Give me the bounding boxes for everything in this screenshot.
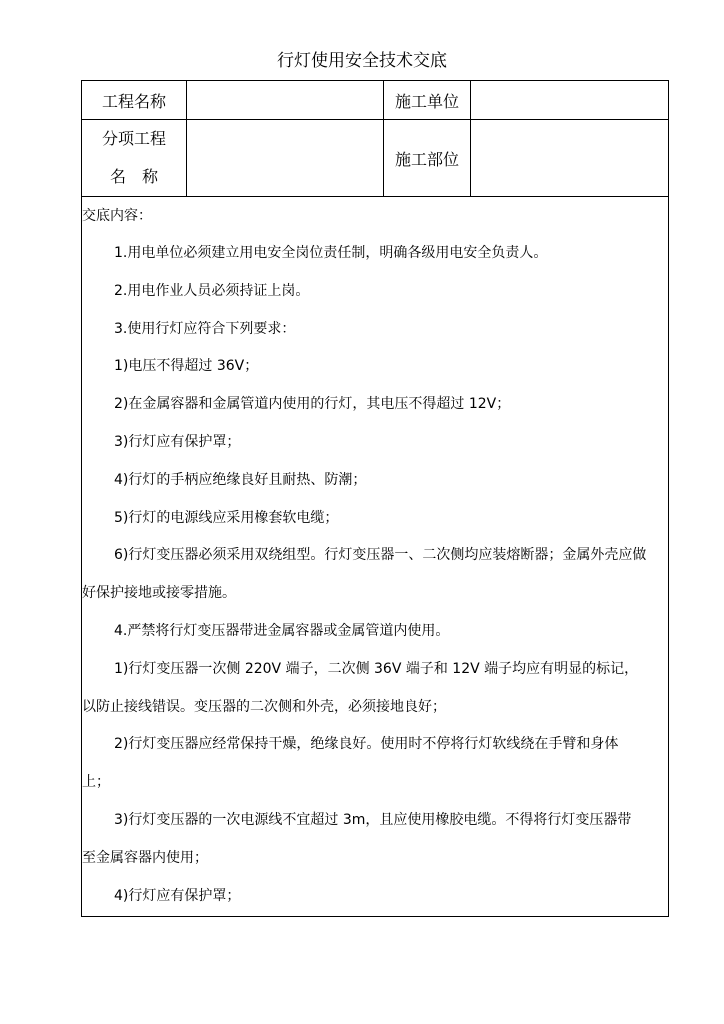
content-line: 1)行灯变压器一次侧 220V 端子，二次侧 36V 端子和 12V 端子均应有明显的标记， [114, 660, 639, 677]
content-line: 3)行灯变压器的一次电源线不宜超过 3m，且应使用橡胶电缆。不得将行灯变压器带 [114, 811, 632, 828]
document-title: 行灯使用安全技术交底 [277, 51, 447, 71]
content-line: 2)行灯变压器应经常保持干燥，绝缘良好。使用时不停将行灯软线绕在手臂和身体 [114, 736, 619, 753]
content-line: 5)行灯的电源线应采用橡套软电缆； [114, 509, 339, 526]
content-line: 2)在金属容器和金属管道内使用的行灯，其电压不得超过 12V； [114, 396, 511, 413]
construction-location-label: 施工部位 [394, 149, 459, 169]
content-line: 4.严禁将行灯变压器带进金属容器或金属管道内使用。 [114, 622, 450, 639]
content-line: 4)行灯应有保护罩； [114, 887, 241, 904]
content-heading: 交底内容： [82, 208, 152, 224]
content-line: 好保护接地或接零措施。 [82, 585, 236, 602]
content-line: 上； [82, 774, 110, 791]
disclosure-content [82, 197, 668, 915]
sub-project-label-line1: 分项工程 [101, 129, 166, 148]
content-line: 4)行灯的手柄应绝缘良好且耐热、防潮； [114, 471, 367, 488]
content-line: 1)电压不得超过 36V； [114, 358, 259, 375]
content-line: 1.用电单位必须建立用电安全岗位责任制，明确各级用电安全负责人。 [114, 245, 548, 261]
sub-project-field[interactable] [187, 120, 383, 196]
content-line: 3.使用行灯应符合下列要求： [114, 320, 296, 337]
content-line: 6)行灯变压器必须采用双绕组型。行灯变压器一、二次侧均应装熔断器；金属外壳应做 [114, 547, 647, 564]
content-line: 3)行灯应有保护罩； [114, 433, 241, 450]
construction-unit-field[interactable] [471, 81, 668, 119]
project-name-label: 工程名称 [101, 91, 166, 111]
sub-project-label-line2: 名 称 [109, 167, 158, 186]
sub-project-label [82, 120, 186, 196]
content-line: 至金属容器内使用； [82, 849, 208, 866]
disclosure-form [81, 80, 669, 917]
construction-location-field[interactable] [471, 120, 668, 196]
project-name-field[interactable] [187, 81, 383, 119]
content-line: 以防止接线错误。变压器的二次侧和外壳，必须接地良好； [82, 698, 446, 715]
construction-unit-label: 施工单位 [394, 91, 459, 111]
content-line: 2.用电作业人员必须持证上岗。 [114, 282, 310, 299]
